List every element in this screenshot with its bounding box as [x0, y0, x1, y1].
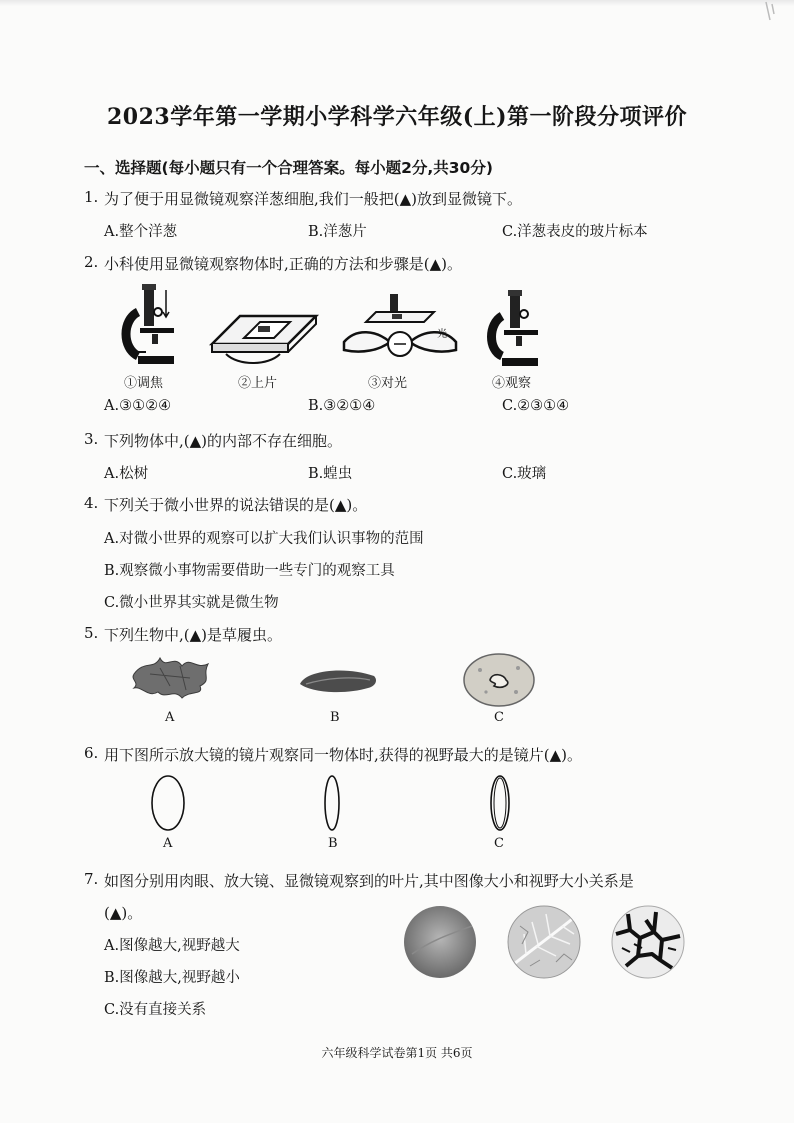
q6-label-c: C	[494, 836, 504, 851]
page-footer: 六年级科学试卷第1页 共6页	[321, 1046, 473, 1060]
q7-stem-cont: (▲)。	[104, 904, 143, 922]
scan-edge	[0, 0, 794, 6]
q2-caption-slide: ②上片	[238, 376, 278, 391]
q3-number: 3.	[84, 430, 99, 448]
q4-option-b: B.观察微小事物需要借助一些专门的观察工具	[104, 563, 395, 579]
q2-caption-light: ③对光	[368, 376, 408, 391]
q2-option-b: B.③②①④	[308, 398, 376, 414]
q3-stem: 下列物体中,(▲)的内部不存在细胞。	[104, 432, 343, 450]
q5-number: 5.	[84, 624, 99, 642]
q2-option-a: A.③①②④	[104, 398, 172, 414]
q1-option-b: B.洋葱片	[308, 224, 367, 240]
organism-a-image	[130, 650, 214, 702]
microscope-observe-figure	[484, 290, 546, 372]
page-title: 2023学年第一学期小学科学六年级(上)第一阶段分项评价	[106, 104, 688, 130]
q6-label-a: A	[163, 836, 173, 851]
q4-stem: 下列关于微小世界的说法错误的是(▲)。	[104, 496, 368, 514]
lens-c-image	[488, 774, 512, 832]
q6-label-b: B	[328, 836, 338, 851]
q7-stem: 如图分别用肉眼、放大镜、显微镜观察到的叶片,其中图像大小和视野大小关系是	[104, 872, 634, 890]
lens-a-image	[150, 774, 186, 832]
scan-mark	[764, 0, 776, 24]
q1-number: 1.	[84, 188, 99, 206]
q7-option-a: A.图像越大,视野越大	[104, 938, 240, 954]
q6-stem: 用下图所示放大镜的镜片观察同一物体时,获得的视野最大的是镜片(▲)。	[104, 746, 583, 764]
leaf-naked-eye-image	[402, 904, 478, 980]
section-heading: 一、选择题(每小题只有一个合理答案。每小题2分,共30分)	[84, 159, 493, 177]
q2-caption-focus: ①调焦	[124, 376, 164, 391]
lens-b-image	[322, 774, 342, 832]
q4-number: 4.	[84, 494, 99, 512]
organism-b-image	[296, 664, 380, 696]
q3-option-b: B.蝗虫	[308, 466, 353, 482]
organism-c-image	[462, 652, 536, 708]
q7-option-b: B.图像越大,视野越小	[104, 970, 240, 986]
q5-stem: 下列生物中,(▲)是草履虫。	[104, 626, 283, 644]
q4-option-c: C.微小世界其实就是微生物	[104, 595, 279, 611]
q5-label-a: A	[165, 710, 175, 725]
q1-stem: 为了便于用显微镜观察洋葱细胞,我们一般把(▲)放到显微镜下。	[104, 190, 523, 208]
q1-option-c: C.洋葱表皮的玻片标本	[502, 224, 648, 240]
leaf-magnifier-image	[506, 904, 582, 980]
q3-option-c: C.玻璃	[502, 466, 547, 482]
q5-label-c: C	[494, 710, 504, 725]
q2-number: 2.	[84, 253, 99, 271]
q2-light-label: 光	[437, 329, 447, 340]
q2-option-c: C.②③①④	[502, 398, 570, 414]
q2-caption-observe: ④观察	[492, 376, 532, 391]
q7-number: 7.	[84, 870, 99, 888]
q4-option-a: A.对微小世界的观察可以扩大我们认识事物的范围	[104, 531, 424, 547]
microscope-focus-figure	[118, 282, 182, 372]
q1-option-a: A.整个洋葱	[104, 224, 178, 240]
q3-option-a: A.松树	[104, 466, 149, 482]
q6-number: 6.	[84, 744, 99, 762]
slide-stage-figure	[208, 308, 320, 370]
q7-option-c: C.没有直接关系	[104, 1002, 207, 1018]
q2-stem: 小科使用显微镜观察物体时,正确的方法和步骤是(▲)。	[104, 255, 463, 273]
q5-label-b: B	[330, 710, 340, 725]
leaf-microscope-image	[610, 904, 686, 980]
